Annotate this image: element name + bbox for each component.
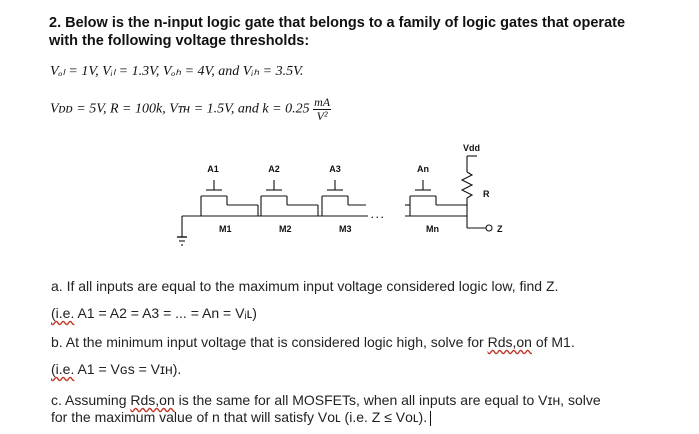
question-c-line-2-text: for the maximum value of n that will satisfy Vᴏʟ (i.e. Z ≤ Vᴏʟ).	[51, 409, 428, 425]
question-c-rds: Rds,on	[130, 392, 175, 408]
question-c-line-2[interactable]	[51, 409, 431, 426]
k-unit-denominator: V²	[316, 109, 328, 123]
question-b	[51, 334, 575, 350]
problem-title-line-1: 2. Below is the n-input logic gate that belongs to a family of logic gates that operate	[49, 15, 626, 31]
problem-title-line-2: with the following voltage thresholds:	[49, 33, 310, 49]
transistor-label-mn: Mn	[426, 224, 439, 234]
question-c-line-1	[51, 392, 601, 408]
resistor-label: R	[483, 189, 490, 199]
parameter-equation-text: Vᴅᴅ = 5V, R = 100k, Vᴛʜ = 1.5V, and k = 0.25	[50, 101, 310, 117]
question-b-clarification	[51, 361, 181, 377]
question-a-ie-rest: A1 = A2 = A3 = ... = An = Vᵢʟ)	[74, 305, 257, 321]
question-c-post: is the same for all MOSFETs, when all inputs are equal to Vɪʜ, solve	[174, 392, 601, 408]
k-unit-numerator: mA	[314, 95, 331, 109]
question-a: a. If all inputs are equal to the maximum input voltage considered logic low, find Z.	[51, 278, 559, 294]
transistor-ellipsis: . . .	[371, 210, 384, 220]
question-b-ie-rest: A1 = Vɢs = Vɪʜ).	[74, 361, 182, 377]
question-b-rds: Rds,on	[487, 334, 532, 350]
input-label-an: An	[417, 164, 429, 174]
input-label-a2: A2	[268, 164, 280, 174]
transistor-label-m1: M1	[219, 224, 232, 234]
input-label-a1: A1	[207, 164, 219, 174]
question-a-clarification	[51, 305, 257, 321]
question-b-text-post: of M1.	[531, 334, 575, 350]
transistor-label-m3: M3	[339, 224, 352, 234]
vdd-label: Vdd	[463, 143, 480, 153]
output-label-z: Z	[497, 224, 503, 234]
question-a-ie-word: (i.e.	[51, 305, 75, 321]
question-c-pre: c. Assuming	[51, 392, 131, 408]
input-label-a3: A3	[329, 164, 341, 174]
text-cursor	[430, 411, 431, 426]
threshold-equation: Vₒₗ = 1V, Vᵢₗ = 1.3V, Vₒₕ = 4V, and Vᵢₕ = 3.5V.	[50, 64, 304, 79]
transistor-label-m2: M2	[279, 224, 292, 234]
question-b-text-pre: b. At the minimum input voltage that is considered logic high, solve for	[51, 334, 488, 350]
question-b-ie-word: (i.e.	[51, 361, 75, 377]
